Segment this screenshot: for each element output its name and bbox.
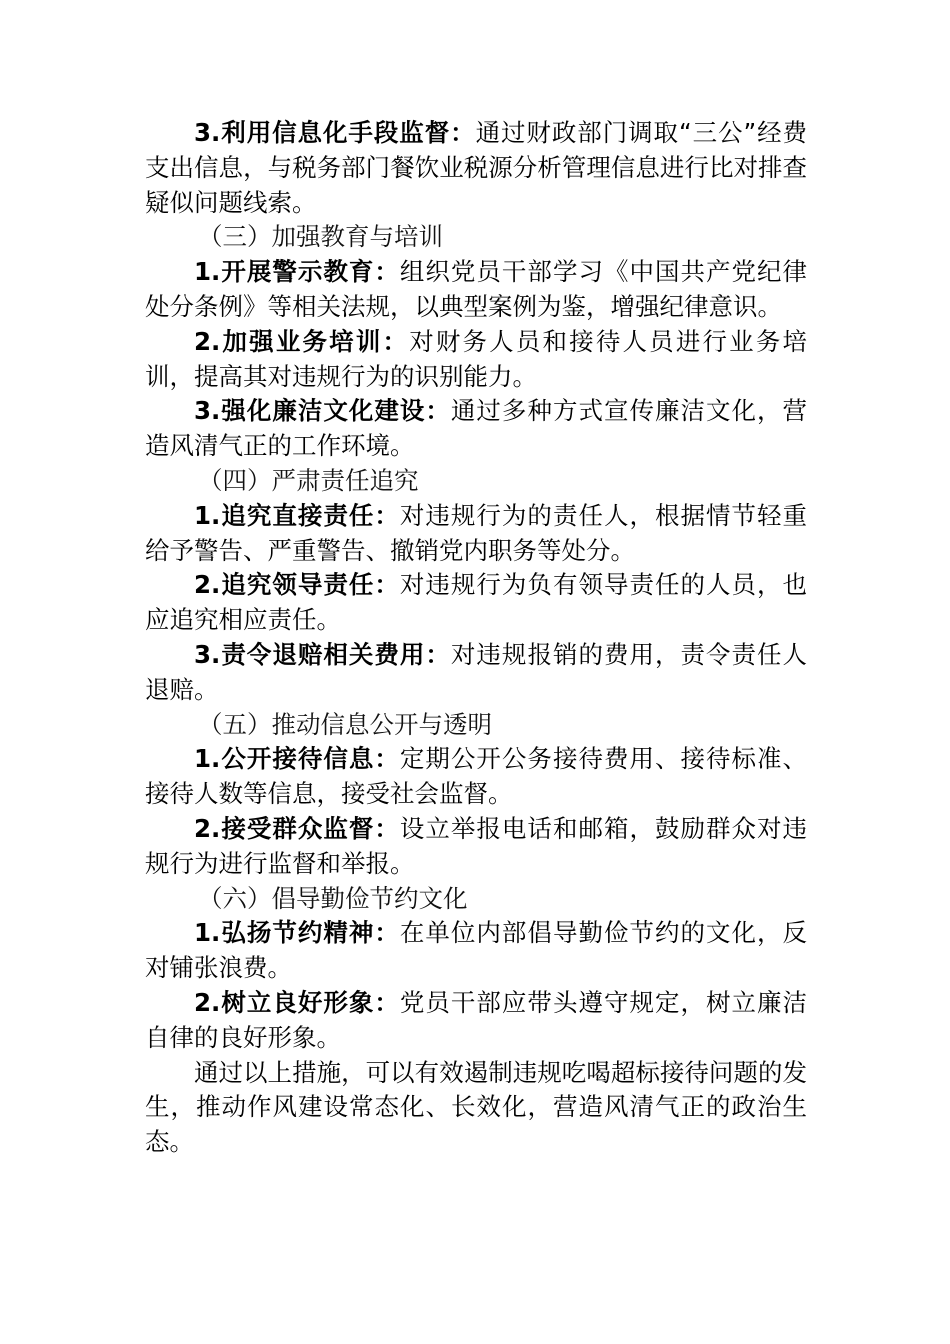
item-text: 通过多种方式宣传廉洁文化，营造风清气正的工作环境。 bbox=[145, 396, 807, 461]
section-heading-transparency: （五）推动信息公开与透明 bbox=[198, 709, 492, 739]
item-title: 2.加强业务培训： bbox=[194, 326, 410, 356]
paragraph-good-image bbox=[145, 986, 807, 1056]
paragraph-public-supervision bbox=[145, 812, 807, 882]
item-text: 设立举报电话和邮箱，鼓励群众对违规行为进行监督和举报。 bbox=[145, 813, 807, 878]
item-text: 定期公开公务接待费用、接待标准、接待人数等信息，接受社会监督。 bbox=[145, 744, 807, 809]
item-title: 1.公开接待信息： bbox=[194, 744, 400, 774]
item-title: 1.弘扬节约精神： bbox=[194, 918, 400, 948]
paragraph-warning-education bbox=[145, 255, 807, 325]
paragraph-leadership-responsibility bbox=[145, 568, 807, 638]
item-title: 1.追究直接责任： bbox=[194, 500, 400, 530]
item-text: 通过以上措施，可以有效遏制违规吃喝超标接待问题的发生，推动作风建设常态化、长效化，营造风清气正的政治生态。 bbox=[145, 1057, 807, 1157]
paragraph-integrity-culture bbox=[145, 394, 807, 464]
item-text: 对违规行为负有领导责任的人员，也应追究相应责任。 bbox=[145, 570, 807, 635]
item-title: 2.追究领导责任： bbox=[194, 570, 400, 600]
item-title: 3.强化廉洁文化建设： bbox=[194, 396, 451, 426]
item-text: 对财务人员和接待人员进行业务培训，提高其对违规行为的识别能力。 bbox=[145, 326, 808, 391]
paragraph-frugality-spirit bbox=[145, 916, 807, 986]
item-text: 对违规报销的费用，责令责任人退赔。 bbox=[145, 639, 807, 704]
item-text: 通过财政部门调取“三公”经费支出信息，与税务部门餐饮业税源分析管理信息进行比对排查疑似问题线索。 bbox=[145, 118, 807, 217]
section-heading-frugality: （六）倡导勤俭节约文化 bbox=[198, 883, 468, 913]
paragraph-conclusion bbox=[145, 1056, 807, 1160]
item-title: 2.树立良好形象： bbox=[194, 987, 400, 1017]
paragraph-direct-responsibility bbox=[145, 499, 807, 569]
item-title: 3.利用信息化手段监督： bbox=[194, 118, 476, 147]
paragraph-refund-expenses bbox=[145, 638, 807, 708]
item-text: 党员干部应带头遵守规定，树立廉洁自律的良好形象。 bbox=[145, 987, 807, 1052]
item-title: 2.接受群众监督： bbox=[194, 813, 400, 843]
paragraph-business-training bbox=[145, 325, 807, 395]
paragraph-public-info bbox=[145, 742, 807, 812]
item-title: 3.责令退赔相关费用： bbox=[194, 639, 451, 669]
item-title: 1.开展警示教育： bbox=[194, 257, 400, 287]
paragraph-supervision-it bbox=[145, 116, 807, 220]
section-heading-accountability: （四）严肃责任追究 bbox=[198, 465, 419, 495]
item-text: 对违规行为的责任人，根据情节轻重给予警告、严重警告、撤销党内职务等处分。 bbox=[145, 500, 807, 565]
item-text: 组织党员干部学习《中国共产党纪律处分条例》等相关法规，以典型案例为鉴，增强纪律意识。 bbox=[145, 257, 807, 321]
document-page bbox=[145, 116, 807, 1160]
item-text: 在单位内部倡导勤俭节约的文化，反对铺张浪费。 bbox=[145, 918, 807, 983]
section-heading-education: （三）加强教育与培训 bbox=[198, 222, 443, 252]
